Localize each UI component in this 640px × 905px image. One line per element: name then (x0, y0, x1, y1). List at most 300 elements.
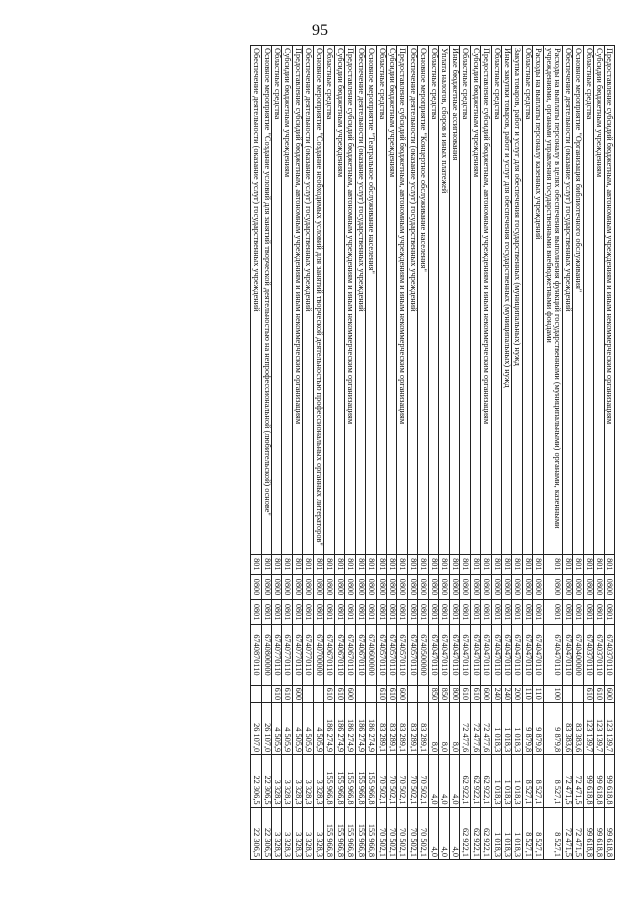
row-amount-3: 1 018,3 (491, 807, 501, 859)
row-subsection: 0801 (583, 600, 593, 625)
row-amount-2: 62 922,1 (470, 755, 480, 807)
table-row (366, 46, 376, 860)
row-amount-2: 8 527,1 (533, 755, 543, 807)
row-expense-type: 850 (428, 685, 438, 702)
row-expense-type: 610 (272, 685, 282, 702)
row-amount-3: 3 328,3 (282, 807, 292, 859)
row-amount-1: 4 505,9 (272, 702, 282, 754)
table-row (303, 46, 313, 860)
table-row (407, 46, 417, 860)
table-row (355, 46, 365, 860)
table-row (533, 46, 543, 860)
row-section: 0800 (449, 574, 459, 599)
row-amount-1: 8,0 (428, 702, 438, 754)
row-expense-type: 600 (292, 685, 302, 702)
row-expense-type (562, 685, 572, 702)
row-subsection: 0801 (604, 600, 614, 625)
row-amount-1: 72 477,6 (460, 702, 470, 754)
row-name: Предоставление субсидий бюджетным, автономным учреждениям и иным некоммерческим организациям (481, 46, 491, 555)
row-grbs: 801 (313, 554, 323, 574)
row-amount-2: 155 966,8 (355, 755, 365, 807)
row-grbs: 801 (594, 554, 604, 574)
row-amount-2: 22 306,5 (251, 755, 261, 807)
row-name: Субсидии бюджетным учреждениям (470, 46, 480, 555)
row-subsection: 0801 (303, 600, 313, 625)
table-row (324, 46, 334, 860)
row-amount-3: 70 502,1 (387, 807, 397, 859)
row-amount-3: 22 306,5 (251, 807, 261, 859)
row-target-code: 6740870110 (251, 625, 261, 685)
row-subsection: 0801 (324, 600, 334, 625)
row-amount-3: 62 922,1 (460, 807, 470, 859)
row-expense-type: 610 (282, 685, 292, 702)
row-name: Областные средства (460, 46, 470, 555)
row-name: Расходы на выплаты персоналу казенных учреждений (533, 46, 543, 555)
row-amount-1: 83 383,6 (562, 702, 572, 754)
row-name: Областные средства (522, 46, 532, 555)
row-name: Областные средства (428, 46, 438, 555)
row-amount-1: 8,0 (449, 702, 459, 754)
rotated-table-wrapper (65, 45, 615, 860)
row-subsection: 0801 (251, 600, 261, 625)
row-amount-3: 4,0 (428, 807, 438, 859)
row-amount-3: 22 306,5 (261, 807, 271, 859)
row-amount-3: 70 502,1 (397, 807, 407, 859)
row-subsection: 0801 (397, 600, 407, 625)
row-subsection: 0801 (460, 600, 470, 625)
row-section: 0800 (502, 574, 512, 599)
row-target-code: 6740570110 (407, 625, 417, 685)
row-section: 0800 (376, 574, 386, 599)
row-section: 0800 (355, 574, 365, 599)
row-grbs: 801 (261, 554, 271, 574)
row-amount-1: 4 505,9 (292, 702, 302, 754)
row-amount-1: 1 018,3 (502, 702, 512, 754)
row-amount-3: 1 018,3 (512, 807, 522, 859)
row-expense-type: 240 (491, 685, 501, 702)
row-grbs: 801 (512, 554, 522, 574)
row-amount-1: 123 139,7 (583, 702, 593, 754)
row-target-code: 6740400000 (573, 625, 583, 685)
row-amount-3: 62 922,1 (481, 807, 491, 859)
row-section: 0800 (397, 574, 407, 599)
table-row (345, 46, 355, 860)
row-section: 0800 (387, 574, 397, 599)
row-amount-2: 4,0 (428, 755, 438, 807)
row-expense-type: 610 (470, 685, 480, 702)
row-name: Обеспечение деятельности (оказание услуг) государственных учреждений (303, 46, 313, 555)
table-row (418, 46, 428, 860)
row-target-code: 6740470110 (512, 625, 522, 685)
table-row (543, 46, 562, 860)
row-amount-1: 83 289,1 (418, 702, 428, 754)
row-amount-3: 4,0 (449, 807, 459, 859)
row-target-code: 6740670110 (355, 625, 365, 685)
row-section: 0800 (594, 574, 604, 599)
row-amount-2: 155 966,8 (366, 755, 376, 807)
row-name: Предоставление субсидий бюджетным, автономным учреждениям и иным некоммерческим организациям (292, 46, 302, 555)
row-amount-2: 155 966,8 (345, 755, 355, 807)
row-subsection: 0801 (470, 600, 480, 625)
row-amount-3: 8 527,1 (543, 807, 562, 859)
row-amount-3: 155 966,8 (334, 807, 344, 859)
row-expense-type: 100 (543, 685, 562, 702)
row-amount-1: 8,0 (439, 702, 449, 754)
row-target-code: 6740700000 (313, 625, 323, 685)
row-target-code: 6740570110 (387, 625, 397, 685)
row-amount-1: 72 477,6 (470, 702, 480, 754)
row-target-code: 6740470110 (428, 625, 438, 685)
row-subsection: 0801 (407, 600, 417, 625)
row-grbs: 801 (292, 554, 302, 574)
row-target-code: 6740500000 (418, 625, 428, 685)
row-target-code: 6740470110 (562, 625, 572, 685)
row-section: 0800 (573, 574, 583, 599)
row-grbs: 801 (397, 554, 407, 574)
row-amount-1: 186 274,9 (366, 702, 376, 754)
row-amount-3: 155 966,8 (366, 807, 376, 859)
row-amount-2: 22 306,5 (261, 755, 271, 807)
row-target-code: 6740770110 (292, 625, 302, 685)
row-amount-2: 62 922,1 (460, 755, 470, 807)
row-subsection: 0801 (334, 600, 344, 625)
row-subsection: 0801 (562, 600, 572, 625)
row-expense-type (418, 685, 428, 702)
row-amount-3: 3 328,3 (313, 807, 323, 859)
row-subsection: 0801 (272, 600, 282, 625)
row-amount-2: 1 018,3 (502, 755, 512, 807)
row-grbs: 801 (303, 554, 313, 574)
row-amount-2: 70 502,1 (397, 755, 407, 807)
row-amount-1: 186 274,9 (324, 702, 334, 754)
row-name: Предоставление субсидий бюджетным, автономным учреждениям и иным некоммерческим организациям (397, 46, 407, 555)
row-amount-1: 83 383,6 (573, 702, 583, 754)
row-amount-2: 8 527,1 (522, 755, 532, 807)
table-row (397, 46, 407, 860)
row-amount-2: 70 502,1 (387, 755, 397, 807)
row-section: 0800 (583, 574, 593, 599)
row-expense-type (303, 685, 313, 702)
row-grbs: 801 (439, 554, 449, 574)
row-target-code: 6740470110 (470, 625, 480, 685)
row-amount-3: 72 471,5 (573, 807, 583, 859)
row-amount-3: 72 471,5 (562, 807, 572, 859)
row-expense-type (407, 685, 417, 702)
row-section: 0800 (272, 574, 282, 599)
table-row (470, 46, 480, 860)
table-row (334, 46, 344, 860)
row-section: 0800 (543, 574, 562, 599)
row-subsection: 0801 (418, 600, 428, 625)
row-amount-3: 3 328,3 (272, 807, 282, 859)
row-section: 0800 (303, 574, 313, 599)
row-name: Областные средства (324, 46, 334, 555)
row-amount-2: 70 502,1 (407, 755, 417, 807)
row-expense-type: 600 (604, 685, 614, 702)
row-name: Основное мероприятие "Театральное обслуживание населения" (366, 46, 376, 555)
row-section: 0800 (251, 574, 261, 599)
table-row (594, 46, 604, 860)
row-amount-2: 99 618,8 (583, 755, 593, 807)
row-target-code: 6740770110 (303, 625, 313, 685)
row-amount-2: 70 502,1 (418, 755, 428, 807)
row-grbs: 801 (324, 554, 334, 574)
row-subsection: 0801 (428, 600, 438, 625)
row-name: Основное мероприятие "Концертное обслуживание населения" (418, 46, 428, 555)
row-amount-2: 99 618,8 (604, 755, 614, 807)
row-expense-type: 110 (522, 685, 532, 702)
row-expense-type: 110 (533, 685, 543, 702)
row-amount-3: 155 966,8 (355, 807, 365, 859)
row-name: Обеспечение деятельности (оказание услуг) государственных учреждений (355, 46, 365, 555)
row-grbs: 801 (282, 554, 292, 574)
row-target-code: 6740770110 (272, 625, 282, 685)
row-target-code: 6740570110 (397, 625, 407, 685)
row-grbs: 801 (604, 554, 614, 574)
row-expense-type: 800 (449, 685, 459, 702)
row-amount-3: 70 502,1 (376, 807, 386, 859)
row-amount-1: 72 477,6 (481, 702, 491, 754)
row-amount-2: 3 328,3 (282, 755, 292, 807)
row-amount-1: 4 505,9 (282, 702, 292, 754)
row-section: 0800 (345, 574, 355, 599)
row-name: Областные средства (491, 46, 501, 555)
table-row (522, 46, 532, 860)
table-row (491, 46, 501, 860)
row-amount-1: 1 018,3 (512, 702, 522, 754)
table-row (387, 46, 397, 860)
row-expense-type (355, 685, 365, 702)
row-grbs: 801 (366, 554, 376, 574)
row-target-code: 6740670110 (334, 625, 344, 685)
row-section: 0800 (512, 574, 522, 599)
row-grbs: 801 (533, 554, 543, 574)
row-expense-type: 610 (583, 685, 593, 702)
row-target-code: 6740670110 (324, 625, 334, 685)
row-grbs: 801 (355, 554, 365, 574)
row-target-code: 6740570110 (376, 625, 386, 685)
row-amount-3: 8 527,1 (533, 807, 543, 859)
row-amount-2: 3 328,3 (303, 755, 313, 807)
row-amount-3: 99 618,8 (604, 807, 614, 859)
row-grbs: 801 (334, 554, 344, 574)
row-section: 0800 (334, 574, 344, 599)
row-grbs: 801 (376, 554, 386, 574)
table-body (251, 46, 615, 860)
row-subsection: 0801 (449, 600, 459, 625)
row-expense-type: 610 (376, 685, 386, 702)
table-row (502, 46, 512, 860)
row-subsection: 0801 (261, 600, 271, 625)
row-section: 0800 (292, 574, 302, 599)
row-name: Основное мероприятие "Создание необходимых условий для занятий творческой деятельностью профессиональных органных литераторов" (313, 46, 323, 555)
row-section: 0800 (562, 574, 572, 599)
row-amount-1: 9 879,8 (533, 702, 543, 754)
row-grbs: 801 (345, 554, 355, 574)
row-expense-type: 600 (481, 685, 491, 702)
row-target-code: 6740370110 (604, 625, 614, 685)
table-row (449, 46, 459, 860)
row-grbs: 801 (502, 554, 512, 574)
row-name: Обеспечение деятельности (оказание услуг) государственных учреждений (562, 46, 572, 555)
row-target-code: 6740370110 (594, 625, 604, 685)
row-name: Обеспечение деятельности (оказание услуг) государственных учреждений (251, 46, 261, 555)
row-name: Расходы на выплаты персоналу в целях обеспечения выполнения функций государственными (муниципальными) органами, казенными учреждениями, органами управления государственными внебюджетными фондами (543, 46, 562, 555)
row-subsection: 0801 (387, 600, 397, 625)
page-number: 95 (312, 22, 328, 39)
row-section: 0800 (522, 574, 532, 599)
row-grbs: 801 (573, 554, 583, 574)
row-amount-1: 1 018,3 (491, 702, 501, 754)
row-expense-type (261, 685, 271, 702)
row-amount-2: 155 966,8 (334, 755, 344, 807)
row-section: 0800 (428, 574, 438, 599)
row-amount-1: 26 107,0 (251, 702, 261, 754)
row-subsection: 0801 (512, 600, 522, 625)
row-amount-2: 1 018,3 (491, 755, 501, 807)
row-amount-2: 72 471,5 (562, 755, 572, 807)
row-target-code: 6740770110 (282, 625, 292, 685)
row-amount-2: 3 328,3 (313, 755, 323, 807)
row-expense-type: 610 (387, 685, 397, 702)
row-grbs: 801 (522, 554, 532, 574)
row-grbs: 801 (562, 554, 572, 574)
row-amount-2: 8 527,1 (543, 755, 562, 807)
row-name: Закупка товаров, работ и услуг для обеспечения государственных (муниципальных) нужд (512, 46, 522, 555)
row-amount-2: 70 502,1 (376, 755, 386, 807)
row-section: 0800 (470, 574, 480, 599)
row-section: 0800 (533, 574, 543, 599)
row-subsection: 0801 (491, 600, 501, 625)
table-row (460, 46, 470, 860)
row-expense-type (313, 685, 323, 702)
row-amount-3: 3 328,3 (292, 807, 302, 859)
row-section: 0800 (481, 574, 491, 599)
row-amount-1: 186 274,9 (345, 702, 355, 754)
row-amount-2: 72 471,5 (573, 755, 583, 807)
row-target-code: 6740470110 (502, 625, 512, 685)
row-amount-2: 3 328,3 (292, 755, 302, 807)
row-amount-1: 83 289,1 (397, 702, 407, 754)
row-grbs: 801 (387, 554, 397, 574)
row-grbs: 801 (460, 554, 470, 574)
table-row (604, 46, 614, 860)
row-section: 0800 (313, 574, 323, 599)
row-amount-1: 123 139,7 (604, 702, 614, 754)
row-section: 0800 (407, 574, 417, 599)
row-expense-type (251, 685, 261, 702)
row-grbs: 801 (428, 554, 438, 574)
table-row (313, 46, 323, 860)
row-amount-3: 62 922,1 (470, 807, 480, 859)
row-section: 0800 (366, 574, 376, 599)
row-amount-2: 1 018,3 (512, 755, 522, 807)
row-expense-type: 610 (324, 685, 334, 702)
table-row (583, 46, 593, 860)
row-target-code: 6740470110 (522, 625, 532, 685)
row-amount-1: 83 289,1 (376, 702, 386, 754)
row-amount-2: 3 328,3 (272, 755, 282, 807)
row-amount-1: 83 289,1 (407, 702, 417, 754)
row-target-code: 6740470110 (460, 625, 470, 685)
row-name: Субсидии бюджетным учреждениям (594, 46, 604, 555)
row-grbs: 801 (251, 554, 261, 574)
row-section: 0800 (282, 574, 292, 599)
row-expense-type: 600 (397, 685, 407, 702)
row-amount-3: 70 502,1 (418, 807, 428, 859)
row-expense-type: 240 (502, 685, 512, 702)
row-amount-1: 4 505,9 (303, 702, 313, 754)
row-expense-type: 600 (345, 685, 355, 702)
row-grbs: 801 (543, 554, 562, 574)
table-row (292, 46, 302, 860)
table-row (573, 46, 583, 860)
table-row (428, 46, 438, 860)
row-subsection: 0801 (439, 600, 449, 625)
row-expense-type (366, 685, 376, 702)
row-name: Основное мероприятие "Организация библиотечного обслуживания" (573, 46, 583, 555)
row-name: Уплата налогов, сборов и иных платежей (439, 46, 449, 555)
row-subsection: 0801 (533, 600, 543, 625)
row-amount-3: 70 502,1 (407, 807, 417, 859)
row-amount-3: 99 618,8 (594, 807, 604, 859)
row-subsection: 0801 (573, 600, 583, 625)
row-grbs: 801 (418, 554, 428, 574)
row-amount-2: 62 922,1 (481, 755, 491, 807)
row-amount-1: 4 505,9 (313, 702, 323, 754)
row-name: Субсидии бюджетным учреждениям (387, 46, 397, 555)
table-row (272, 46, 282, 860)
row-subsection: 0801 (522, 600, 532, 625)
row-subsection: 0801 (481, 600, 491, 625)
row-name: Обеспечение деятельности (оказание услуг) государственных учреждений (407, 46, 417, 555)
row-target-code: 6740470110 (533, 625, 543, 685)
row-subsection: 0801 (313, 600, 323, 625)
row-subsection: 0801 (543, 600, 562, 625)
table-row (481, 46, 491, 860)
row-name: Основное мероприятие "Создание условий для занятий творческой деятельностью на непрофессиональной (любительской) основе" (261, 46, 271, 555)
row-section: 0800 (324, 574, 334, 599)
row-grbs: 801 (407, 554, 417, 574)
row-name: Областные средства (272, 46, 282, 555)
row-grbs: 801 (583, 554, 593, 574)
row-subsection: 0801 (376, 600, 386, 625)
row-section: 0800 (491, 574, 501, 599)
row-amount-1: 83 289,1 (387, 702, 397, 754)
row-target-code: 6740470110 (543, 625, 562, 685)
row-name: Иные бюджетные ассигнования (449, 46, 459, 555)
row-target-code: 6740670110 (345, 625, 355, 685)
table-row (439, 46, 449, 860)
row-amount-2: 155 966,8 (324, 755, 334, 807)
row-amount-1: 9 879,8 (522, 702, 532, 754)
row-target-code: 6740470110 (439, 625, 449, 685)
row-subsection: 0801 (345, 600, 355, 625)
row-subsection: 0801 (594, 600, 604, 625)
row-amount-1: 123 139,7 (594, 702, 604, 754)
row-target-code: 6740470110 (481, 625, 491, 685)
table-row (282, 46, 292, 860)
row-name: Областные средства (583, 46, 593, 555)
row-expense-type: 850 (439, 685, 449, 702)
row-subsection: 0801 (292, 600, 302, 625)
row-amount-3: 99 618,8 (583, 807, 593, 859)
row-amount-2: 99 618,8 (594, 755, 604, 807)
row-grbs: 801 (272, 554, 282, 574)
row-subsection: 0801 (502, 600, 512, 625)
row-grbs: 801 (481, 554, 491, 574)
row-section: 0800 (460, 574, 470, 599)
